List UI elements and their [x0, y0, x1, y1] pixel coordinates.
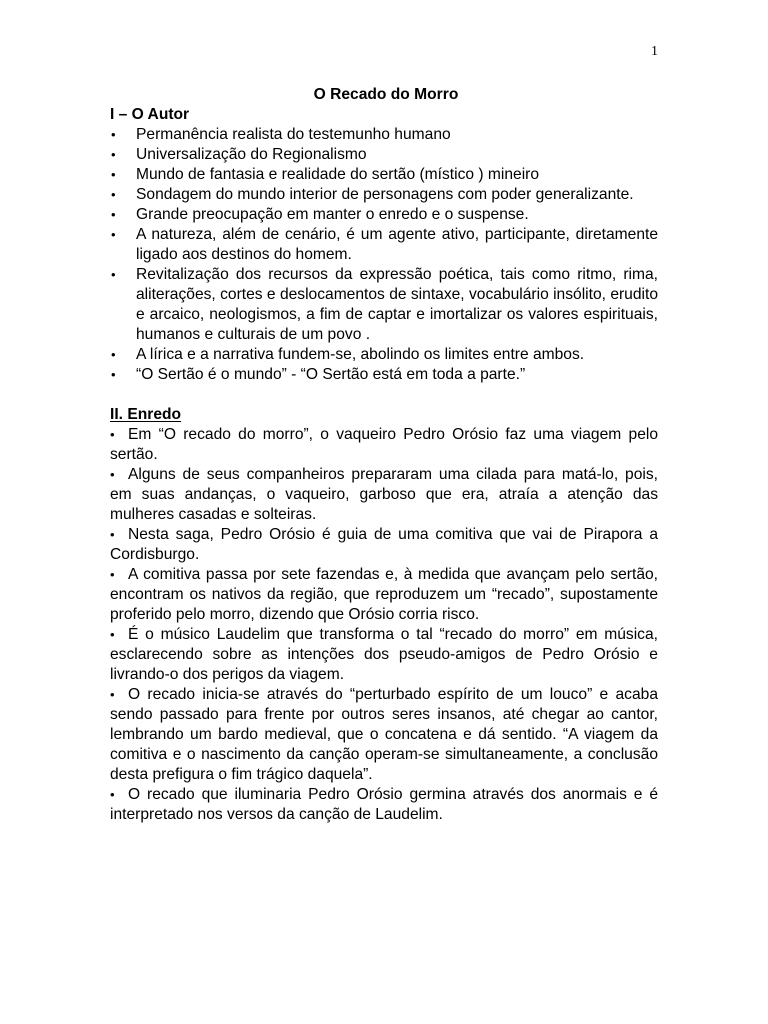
bullet-icon: •	[110, 467, 115, 482]
list-item	[110, 125, 658, 145]
bullet-icon: •	[111, 167, 116, 182]
section-spacer	[110, 385, 658, 405]
list-item	[110, 345, 658, 365]
bullet-icon: •	[110, 427, 115, 442]
bullet-icon: •	[111, 347, 116, 362]
author-bullet-list	[110, 125, 658, 385]
list-item	[110, 185, 658, 205]
bullet-icon: •	[111, 187, 116, 202]
plot-paragraph	[110, 625, 658, 685]
bullet-icon: •	[110, 567, 115, 582]
document-title: O Recado do Morro	[313, 86, 459, 103]
plot-paragraph	[110, 525, 658, 565]
list-item-text: Mundo de fantasia e realidade do sertão (místico ) mineiro	[136, 166, 540, 183]
bullet-icon: •	[110, 787, 115, 802]
list-item-text: Sondagem do mundo interior de personagens com poder generalizante.	[136, 186, 634, 203]
bullet-icon: •	[110, 527, 115, 542]
plot-paragraph	[110, 465, 658, 525]
bullet-icon: •	[111, 147, 116, 162]
list-item-text: Universalização do Regionalismo	[136, 146, 367, 163]
list-item-text: “O Sertão é o mundo” - “O Sertão está em toda a parte.”	[136, 366, 526, 383]
section-heading-author: I – O Autor	[110, 106, 190, 123]
paragraph-text: Alguns de seus companheiros prepararam uma cilada para matá-lo, pois, em suas andanças, o vaqueiro, garboso que era, atraía a atenção das mulheres casadas e solteiras.	[110, 466, 658, 523]
list-item-text: A natureza, além de cenário, é um agente ativo, participante, diretamente ligado aos destinos do homem.	[136, 226, 658, 263]
bullet-icon: •	[111, 227, 116, 242]
list-item	[110, 145, 658, 165]
paragraph-text: Em “O recado do morro”, o vaqueiro Pedro Orósio faz uma viagem pelo sertão.	[110, 426, 658, 463]
section-heading-plot: II. Enredo	[110, 406, 182, 423]
paragraph-text: O recado que iluminaria Pedro Orósio germina através dos anormais e é interpretado nos versos da canção de Laudelim.	[110, 786, 658, 823]
paragraph-text: A comitiva passa por sete fazendas e, à medida que avançam pelo sertão, encontram os nativos da região, que reproduzem um “recado”, supostamente proferido pelo morro, dizendo que Orósio corria risco.	[110, 566, 658, 623]
plot-paragraph	[110, 685, 658, 785]
bullet-icon: •	[111, 367, 116, 382]
bullet-icon: •	[111, 267, 116, 282]
paragraph-text: Nesta saga, Pedro Orósio é guia de uma comitiva que vai de Pirapora a Cordisburgo.	[110, 526, 658, 563]
plot-paragraph	[110, 425, 658, 465]
bullet-icon: •	[111, 127, 116, 142]
paragraph-text: É o músico Laudelim que transforma o tal “recado do morro” em música, esclarecendo sobre as intenções dos pseudo-amigos de Pedro Orósio e livrando-o dos perigos da viagem.	[110, 626, 658, 683]
document-body	[110, 85, 658, 825]
plot-paragraph	[110, 785, 658, 825]
paragraph-text: O recado inicia-se através do “perturbado espírito de um louco” e acaba sendo passado para frente por outros seres insanos, até chegar ao cantor, lembrando um bardo medieval, que o concatena e dá sentido. “A viagem da comitiva e o nascimento da canção operam-se simultaneamente, a conclusão desta prefigura o fim trágico daquela”.	[110, 686, 658, 783]
list-item-text: A lírica e a narrativa fundem-se, abolindo os limites entre ambos.	[136, 346, 585, 363]
list-item	[110, 225, 658, 265]
plot-paragraph	[110, 565, 658, 625]
page-number: 1	[651, 44, 658, 59]
list-item	[110, 365, 658, 385]
list-item	[110, 265, 658, 345]
list-item-text: Revitalização dos recursos da expressão poética, tais como ritmo, rima, aliterações, cortes e deslocamentos de sintaxe, vocabulário insólito, erudito e arcaico, neologismos, a fim de captar e imortalizar os valores espirituais, humanos e culturais de um povo .	[136, 266, 658, 343]
bullet-icon: •	[110, 687, 115, 702]
list-item	[110, 165, 658, 185]
list-item-text: Grande preocupação em manter o enredo e o suspense.	[136, 206, 529, 223]
list-item-text: Permanência realista do testemunho humano	[136, 126, 451, 143]
bullet-icon: •	[111, 207, 116, 222]
bullet-icon: •	[110, 627, 115, 642]
plot-paragraphs	[110, 425, 658, 825]
list-item	[110, 205, 658, 225]
